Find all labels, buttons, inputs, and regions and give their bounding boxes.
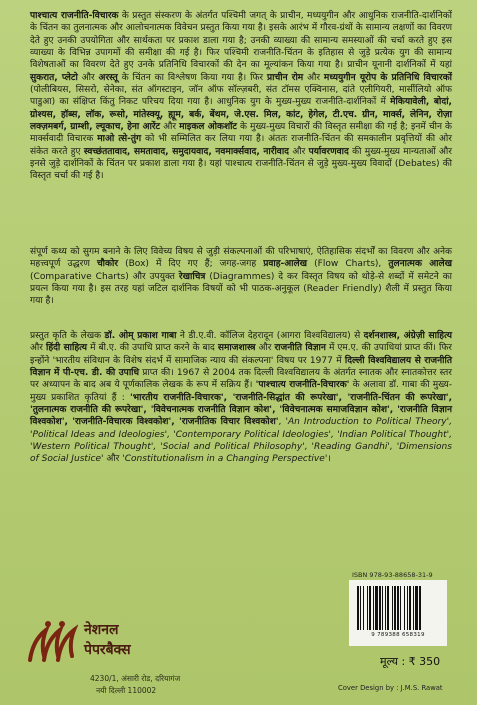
barcode-bar: [419, 586, 421, 630]
barcode-bar: [379, 586, 381, 630]
barcode-bar: [369, 586, 371, 630]
barcode-bar: [415, 586, 418, 630]
barcode-bar: [382, 586, 383, 630]
barcode-bar: [360, 586, 361, 630]
barcode-bar: [400, 586, 401, 630]
cover-design-credit: Cover Design by : J.M.S. Rawat: [338, 684, 443, 692]
publisher-name-line1: नेशनल: [84, 622, 119, 638]
features-text: संपूर्ण कथ्य को सुगम बनाने के लिए विवेच्य विषय से जुड़ी संकल्पनाओं की परिभाषाएं, ऐतिहासिक संदर्भों का विवरण और अनेक महत्त्वपूर्ण उद्धरण चौकोर (Box) में दिए गए हैं; जगह-जगह प्रवाह-आलेख (Flow Charts), तुलनात्मक आलेख (Comparative Charts) और उपयुक्त रेखाचित्र (Diagrammes) दे कर विस्तृत विषय को थोड़े-से शब्दों में समेटने का प्रयत्न किया गया है। इस तरह यहां जटिल दार्शनिक विषयों को भी पाठक-अनुकूल (Reader Friendly) शैली में प्रस्तुत किया गया है।: [30, 247, 453, 307]
barcode-bar: [409, 586, 411, 630]
barcode-bar: [404, 586, 405, 630]
publisher-block: [24, 608, 224, 703]
barcode-digits: 9 789388 658319: [371, 632, 425, 638]
isbn-label: ISBN 978-93-88658-31-9: [352, 571, 433, 579]
publisher-address-line2: नयी दिल्ली 110002: [96, 686, 157, 695]
publisher-address-line1: 4230/1, अंसारी रोड, दरियागंज: [90, 674, 181, 683]
barcode-bar: [407, 586, 408, 630]
price-label: मूल्य : ₹ 350: [380, 655, 441, 668]
barcode-bar: [397, 586, 399, 630]
barcode: [349, 580, 447, 646]
barcode-bar: [385, 586, 386, 630]
publisher-logo-icon: [24, 616, 78, 666]
barcode-bar: [392, 586, 393, 630]
barcode-icon: [355, 586, 441, 632]
barcode-bar: [367, 586, 368, 630]
barcode-bar: [363, 586, 364, 630]
summary-paragraph: [30, 10, 452, 183]
barcode-bar: [375, 586, 378, 630]
author-text: प्रस्तुत कृति के लेखक डॉ. ओम् प्रकाश गाबा ने डी.ए.वी. कॉलिज देहरादून (आगरा विश्वविद्यालय) से दर्शनशास्त्र, अंग्रेज़ी साहित्य और हिंदी साहित्य में बी.ए. की उपाधि प्राप्त करने के बाद समाजशास्त्र और राजनीति विज्ञान में एम.ए. की उपाधियां प्राप्त कीं। फिर इन्होंने 'भारतीय संविधान के विशेष संदर्भ में सामाजिक न्याय की संकल्पना' विषय पर 1977 में दिल्ली विश्वविद्यालय से राजनीति विज्ञान में पी-एच. डी. की उपाधि प्राप्त की। 1967 से 2004 तक दिल्ली विश्वविद्यालय के अंतर्गत स्नातक और स्नातकोत्तर स्तर पर अध्यापन के बाद अब ये पूर्णकालिक लेखक के रूप में सक्रिय हैं। 'पाश्चात्य राजनीति-विचारक' के अलावा डॉ. गाबा की मुख्य-मुख्य प्रकाशित कृतियां हैं : 'भारतीय राजनीति-विचारक', 'राजनीति-सिद्धांत की रूपरेखा', 'राजनीति-चिंतन की रूपरेखा', 'तुलनात्मक राजनीति की रूपरेखा', 'विवेचनात्मक राजनीति विज्ञान कोश', 'विवेचनात्मक समाजविज्ञान कोश', 'राजनीति विज्ञान विश्वकोश', 'राजनीति-विचारक विश्वकोश', 'राजनीतिक विचार विश्वकोश', 'An Introduction to Political Theory', 'Political Ideas and Ideologies', 'Contemporary Political Ideologies', 'Indian Political Thought', 'Western Political Thought', 'Social and Political Philosophy', 'Reading Gandhi', 'Dimensions of Social Justice' और 'Constitutionalism in a Changing Perspective'।: [30, 331, 453, 465]
publisher-name-line2: पेपरबैक्स: [84, 642, 131, 658]
barcode-bar: [387, 586, 389, 630]
barcode-bar: [413, 586, 414, 630]
summary-text: पाश्चात्य राजनीति-विचारक के प्रस्तुत संस्करण के अंतर्गत पश्चिमी जगत् के प्राचीन, मध्ययुगीन और आधुनिक राजनीति-दार्शनिकों के चिंतन का तुलनात्मक और आलोचनात्मक विवेचन प्रस्तुत किया गया है। इसके आरंभ में गौरव-ग्रंथों के सामान्य लक्षणों का विवरण देते हुए उनकी उपयोगिता और सार्थकता पर प्रकाश डाला गया है; उनकी व्याख्या की सामान्य समस्याओं की चर्चा करते हुए इस व्याख्या के विभिन्न उपागमों की समीक्षा की गई है। फिर पश्चिमी राजनीति-चिंतन के इतिहास से जुड़े प्रत्येक युग की सामान्य विशेषताओं का विवरण देते हुए उनके प्रतिनिधि विचारकों की देन का मूल्यांकन किया गया है। प्राचीन यूनानी दार्शनिकों में यहां सुकरात, प्लेटो और अरस्तू के चिंतन का विश्लेषण किया गया है। फिर प्राचीन रोम और मध्ययुगीन यूरोप के प्रतिनिधि विचारकों (पोलीबियस, सिसरो, सेनेका, संत ऑगस्टाइन, जॉन ऑफ सॉल्ज़बरी, संत टॉमस एक्विनास, दांते एलीगियरी, मार्सीलियो ऑफ पाडुआ) का संक्षिप्त किंतु निकट परिचय दिया गया है। आधुनिक युग के मुख्य-मुख्य राजनीति-दार्शनिकों में मेकियावेली, बोदां, ग्रोश्यस, हॉब्स, लॉक, रूसो, मांतेस्क्यू, ह्यूम, बर्क, बेंथम, जे.एस. मिल, कांट, हेगेल, टी.एच. ग्रीन, मार्क्स, लेनिन, रोज़ा लक्ज़मबर्ग, ग्राम्शी, ल्यूकाच, हेना आरेंट और माइकल ओकशॉट के मुख्य-मुख्य विचारों की विस्तृत समीक्षा की गई है; इनमें चीन के मार्क्सवादी विचारक माओ त्से-तुंग को भी सम्मिलित कर लिया गया है। अंततः राजनीति-चिंतन की समकालीन प्रवृत्तियों की ओर संकेत करते हुए स्वच्छंततावाद, समतावाद, समुदायवाद, नवमार्क्सवाद, नारीवाद और पर्यावरणवाद की मुख्य-मुख्य मान्यताओं और इनसे जुड़े दार्शनिकों के चिंतन पर प्रकाश डाला गया है। यहां पाश्चात्य राजनीति-चिंतन से जुड़े मुख्य-मुख्य विवादों (Debates) की विस्तृत चर्चा की गई है।: [30, 11, 453, 182]
barcode-bar: [357, 586, 359, 630]
features-paragraph: [30, 246, 452, 308]
author-paragraph: [30, 330, 452, 466]
barcode-bar: [394, 586, 396, 630]
barcode-bar: [373, 586, 374, 630]
